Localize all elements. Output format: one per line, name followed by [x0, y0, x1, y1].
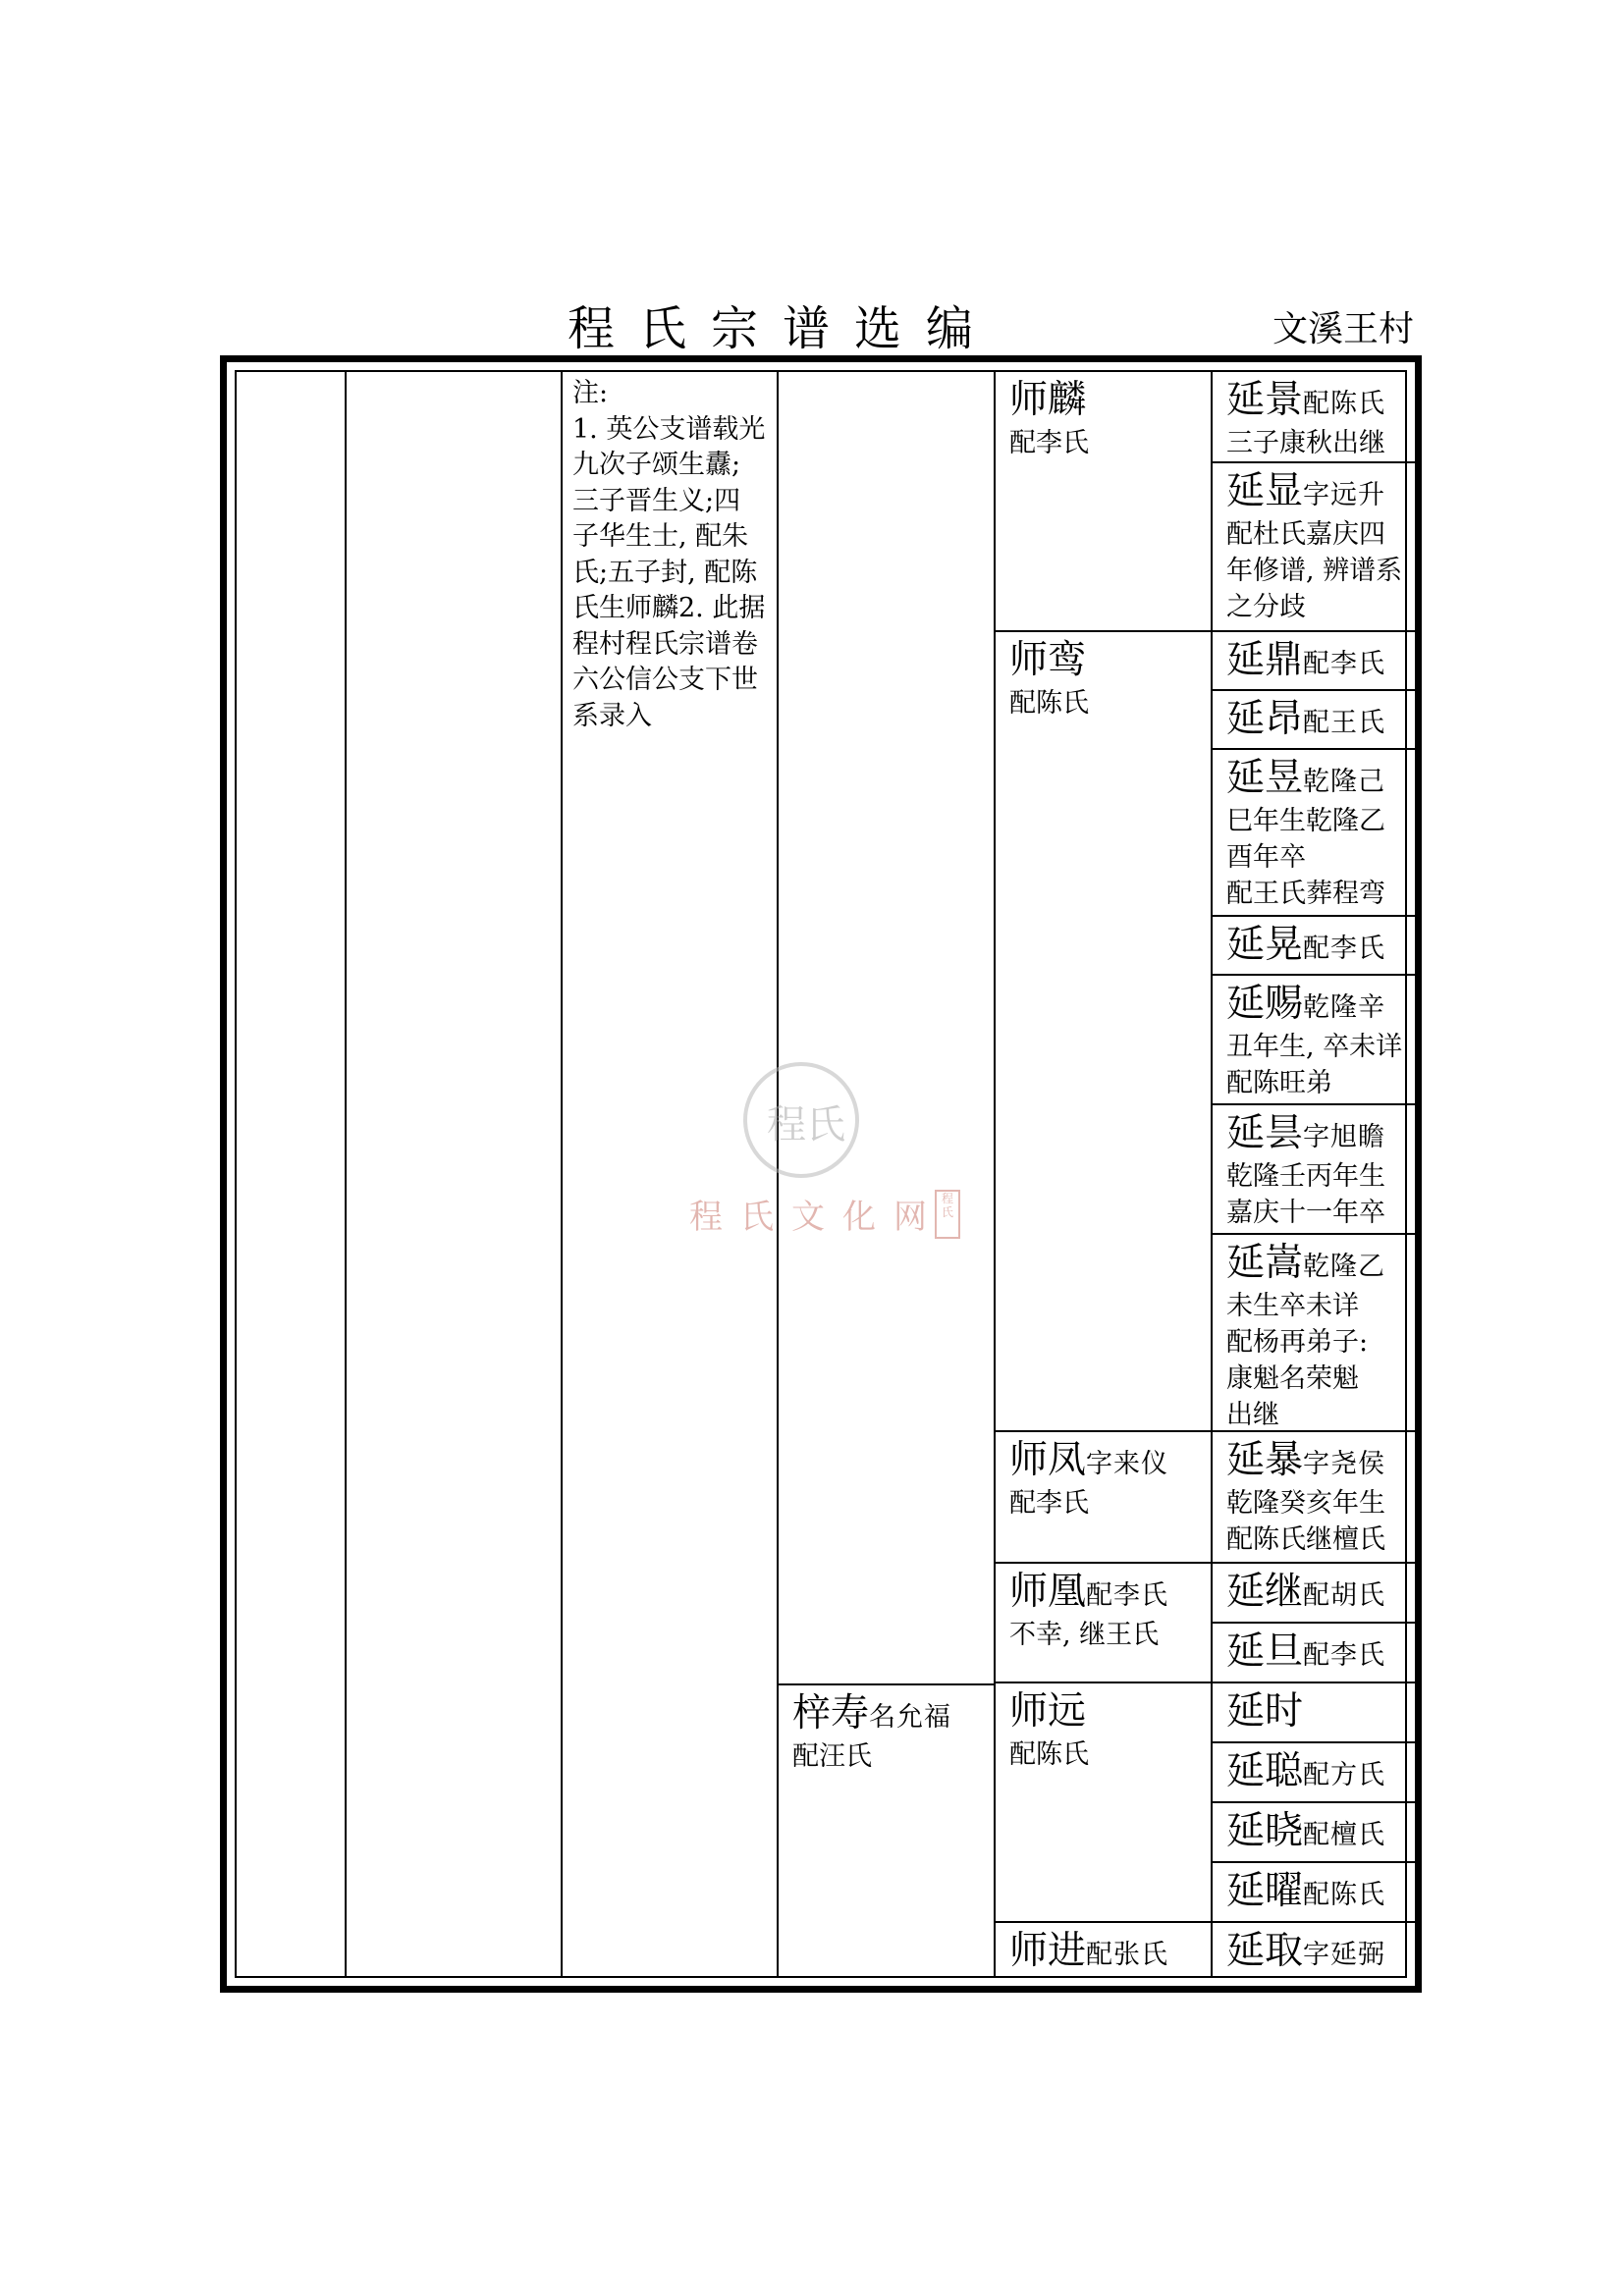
person-entry: 延鼎配李氏 [1213, 632, 1419, 691]
person-entry: 师远 配陈氏 [996, 1683, 1211, 1923]
note-line: 氏;五子封, 配陈 [572, 557, 758, 588]
notes-block [572, 376, 773, 734]
person-entry: 师麟 配李氏 [996, 372, 1211, 632]
note-line: 子华生士, 配朱 [572, 521, 749, 552]
note-line: 三子晋生义;四 [572, 485, 741, 516]
page-title: 程氏宗谱选编 [568, 301, 999, 356]
person-entry: 延取字延弼 [1226, 1929, 1386, 1973]
note-line: 注: [572, 378, 609, 408]
person-entry: 延曜配陈氏 [1213, 1863, 1419, 1923]
person-name: 延暴 [1226, 1438, 1304, 1482]
person-name: 延昱 [1226, 756, 1304, 800]
person-name: 延旦 [1226, 1629, 1304, 1674]
person-name: 梓寿 [792, 1691, 870, 1735]
person-name: 师麟 [1009, 378, 1087, 422]
person-name: 延嵩 [1226, 1241, 1304, 1285]
person-entry: 延昂配王氏 [1213, 691, 1419, 750]
person-entry: 延昙字旭瞻 乾隆壬丙年生 嘉庆十一年卒 [1213, 1105, 1419, 1235]
note-line: 六公信公支下世 [572, 665, 758, 695]
column-notes [563, 372, 779, 1976]
person-entry: 延景配陈氏 三子康秋出继 [1213, 372, 1419, 463]
person-entry: 延继配胡氏 [1213, 1564, 1419, 1624]
person-name: 师进 [1009, 1929, 1087, 1973]
note-line: 1. 英公支谱载光 [572, 413, 766, 445]
person-name: 延景 [1226, 378, 1304, 422]
person-name: 延晃 [1226, 923, 1304, 967]
person-entry: 延赐乾隆辛 丑年生, 卒未详 配陈旺弟 [1213, 976, 1419, 1105]
person-name: 延显 [1226, 469, 1304, 513]
person-name: 延继 [1226, 1570, 1304, 1614]
person-entry: 延嵩乾隆乙 未生卒未详 配杨再弟子: 康魁名荣魁 出继 [1213, 1235, 1419, 1432]
person-entry: 延晃配李氏 [1213, 917, 1419, 976]
person-entry: 师凤字来仪 配李氏 [996, 1432, 1211, 1564]
person-name: 延晓 [1226, 1809, 1304, 1853]
column-gen2 [347, 372, 563, 1976]
person-entry: 师进配张氏 [1009, 1929, 1169, 1973]
person-entry: 延旦配李氏 [1213, 1624, 1419, 1683]
person-name: 师鸾 [1009, 638, 1087, 682]
note-line: 系录入 [572, 700, 652, 731]
person-name: 延赐 [1226, 982, 1304, 1026]
note-line: 九次子颂生纛; [572, 450, 741, 480]
person-name: 延聪 [1226, 1749, 1304, 1793]
person-name: 延昂 [1226, 697, 1304, 741]
person-name: 延取 [1226, 1929, 1304, 1973]
person-name: 师凤 [1009, 1438, 1087, 1482]
person-name: 延时 [1226, 1689, 1304, 1734]
person-name: 师远 [1009, 1689, 1087, 1734]
person-entry: 延聪配方氏 [1213, 1743, 1419, 1803]
column-gen6 [1213, 372, 1419, 1976]
note-line: 程村程氏宗谱卷 [572, 628, 758, 660]
note-line: 氏生师麟2. 此据 [572, 593, 766, 623]
person-entry: 延昱乾隆己 巳年生乾隆乙 酉年卒 配王氏葬程弯 [1213, 750, 1419, 917]
person-name: 师凰 [1009, 1570, 1087, 1614]
person-entry [779, 1683, 994, 1976]
person-entry: 延显字远升 配杜氏嘉庆四 年修谱, 辨谱系 之分歧 [1213, 463, 1419, 632]
stamp-icon: 程氏 [935, 1190, 960, 1239]
person-name: 延鼎 [1226, 638, 1304, 682]
person-spouse: 配汪氏 [792, 1741, 872, 1772]
person-courtesy: 名允福 [869, 1702, 952, 1733]
person-entry: 延晓配檀氏 [1213, 1803, 1419, 1863]
person-entry: 师鸾 配陈氏 [996, 632, 1211, 1432]
person-name: 延昙 [1226, 1111, 1304, 1155]
column-gen1 [237, 372, 347, 1976]
column-gen5 [996, 372, 1213, 1976]
person-entry: 师凰配李氏 不幸, 继王氏 [996, 1564, 1211, 1683]
person-name: 延曜 [1226, 1869, 1304, 1913]
watermark-text: 程氏文化网 [689, 1198, 945, 1237]
seal-icon: 程氏 [743, 1062, 859, 1178]
village-name: 文溪王村 [1272, 309, 1414, 349]
person-entry [1213, 1683, 1419, 1743]
person-entry: 延暴字尧侯 乾隆癸亥年生 配陈氏继檀氏 [1213, 1432, 1419, 1564]
